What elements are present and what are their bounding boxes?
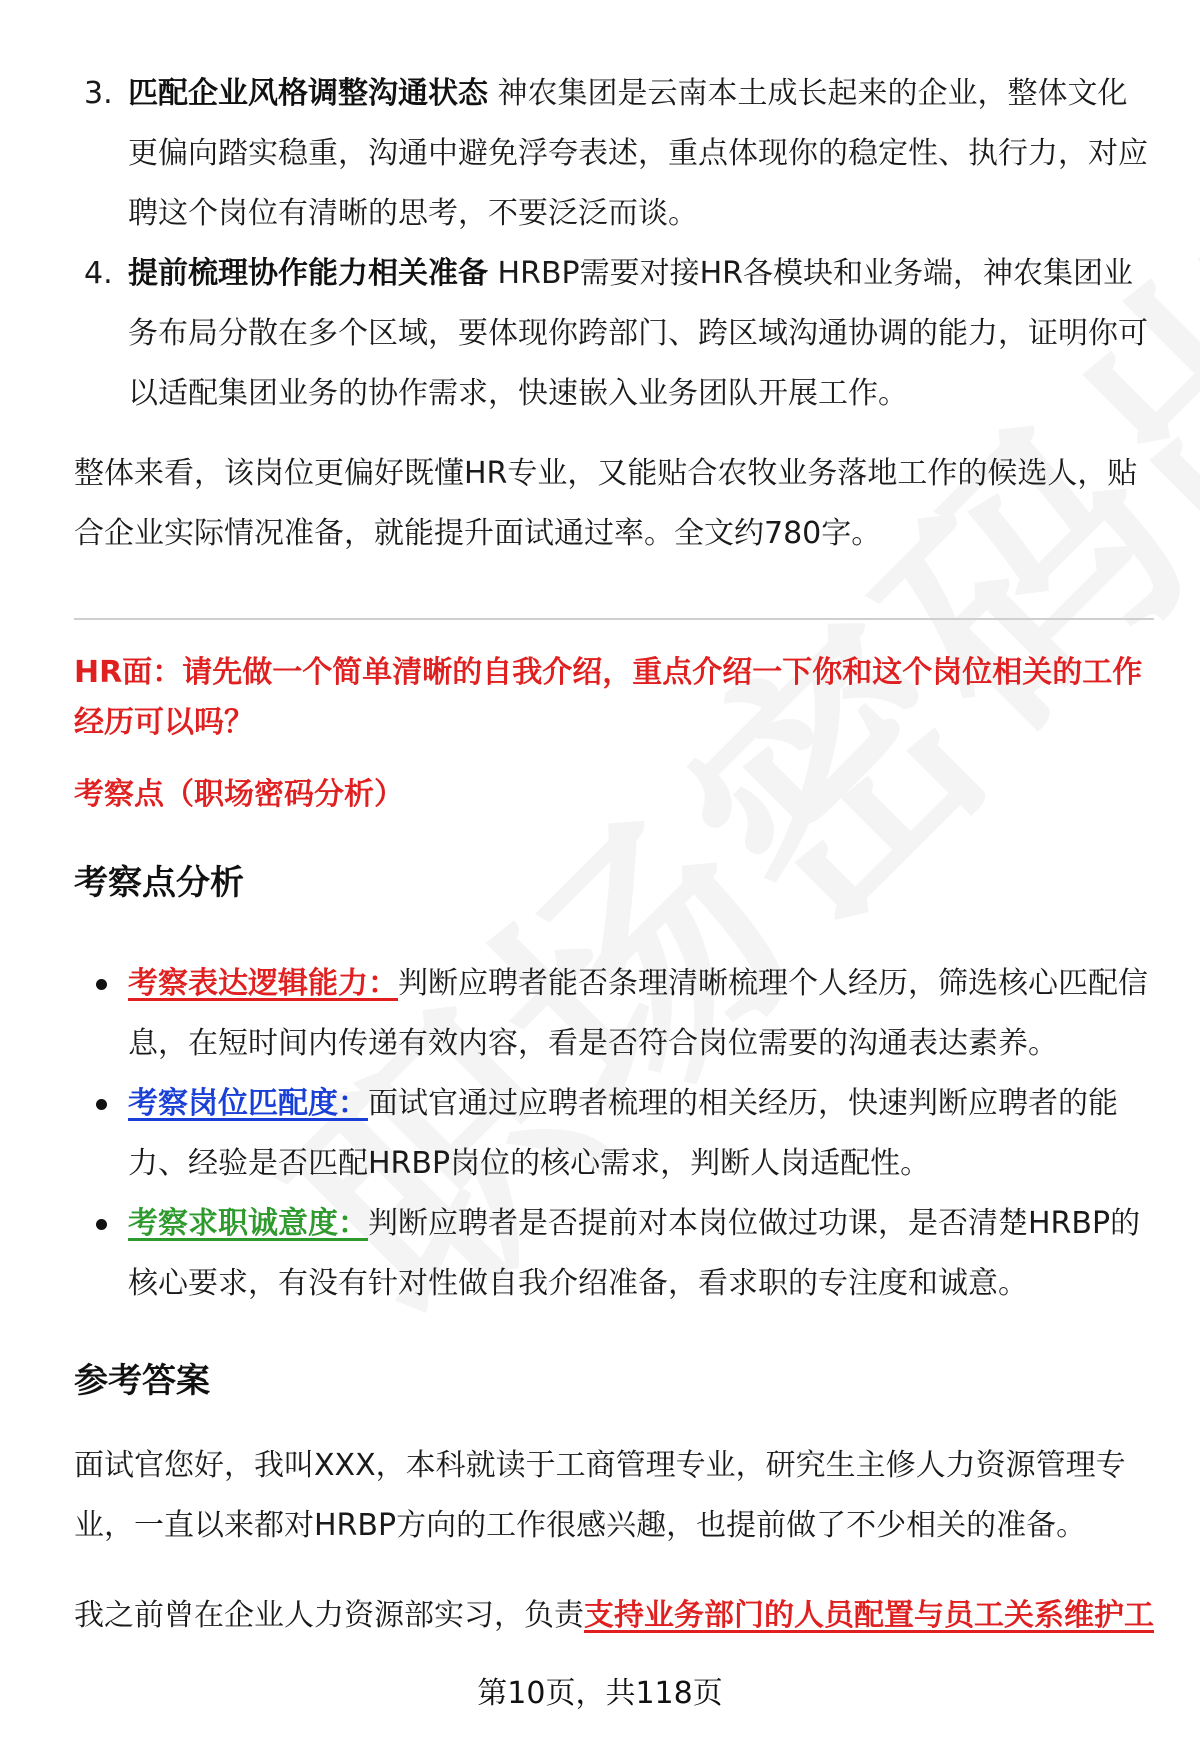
- bullet-text: 面试官通过应聘者梳理的相关经历，快速判断应聘者的能力、经验是否匹配HRBP岗位的核心需求，判断人岗适配性。: [128, 1086, 1118, 1181]
- answer-text: 我之前曾在企业人力资源部实习，负责: [74, 1598, 584, 1633]
- answer-paragraph: 面试官您好，我叫XXX，本科就读于工商管理专业，研究生主修人力资源管理专业，一直以来都对HRBP方向的工作很感兴趣，也提前做了不少相关的准备。: [74, 1448, 1126, 1543]
- list-item-text: HRBP需要对接HR各模块和业务端，神农集团业务布局分散在多个区域，要体现你跨部门、跨区域沟通协调的能力，证明你可以适配集团业务的协作需求，快速嵌入业务团队开展工作。: [128, 256, 1148, 411]
- answer-heading: 参考答案: [74, 1361, 210, 1401]
- bullet-text: 判断应聘者能否条理清晰梳理个人经历，筛选核心匹配信息，在短时间内传递有效内容，看是否符合岗位需要的沟通表达素养。: [128, 966, 1148, 1061]
- bullet-item: [74, 1074, 1154, 1194]
- answer-highlight: 支持业务部门的人员配置与员工关系维护工: [584, 1598, 1154, 1633]
- bullet-item: [74, 954, 1154, 1074]
- list-item: [74, 64, 1154, 244]
- analysis-list: [74, 954, 1154, 1314]
- list-item-text: 神农集团是云南本土成长起来的企业，整体文化更偏向踏实稳重，沟通中避免浮夸表述，重点体现你的稳定性、执行力，对应聘这个岗位有清晰的思考，不要泛泛而谈。: [128, 76, 1148, 231]
- bullet-item: [74, 1194, 1154, 1314]
- subheading-red: 考察点（职场密码分析）: [74, 777, 404, 812]
- list-item-title: 提前梳理协作能力相关准备: [128, 256, 488, 291]
- bullet-keyword: 考察求职诚意度：: [128, 1206, 368, 1241]
- bullet-dot: [96, 979, 107, 990]
- interview-question: HR面：请先做一个简单清晰的自我介绍，重点介绍一下你和这个岗位相关的工作经历可以吗？: [74, 655, 1143, 740]
- list-item-title: 匹配企业风格调整沟通状态: [128, 76, 488, 111]
- section-divider: [74, 618, 1154, 620]
- document-body: [74, 64, 1154, 1646]
- bullet-text: 判断应聘者是否提前对本岗位做过功课，是否清楚HRBP的核心要求，有没有针对性做自我介绍准备，看求职的专注度和诚意。: [128, 1206, 1141, 1301]
- list-item: [74, 244, 1154, 424]
- analysis-heading: 考察点分析: [74, 863, 244, 903]
- list-number: 4.: [84, 256, 113, 291]
- bullet-dot: [96, 1219, 107, 1230]
- list-number: 3.: [84, 76, 113, 111]
- bullet-dot: [96, 1099, 107, 1110]
- answer-paragraph: [74, 1586, 1154, 1646]
- bullet-keyword: 考察岗位匹配度：: [128, 1086, 368, 1121]
- summary-paragraph: 整体来看，该岗位更偏好既懂HR专业，又能贴合农牧业务落地工作的候选人，贴合企业实际情况准备，就能提升面试通过率。全文约780字。: [74, 456, 1138, 551]
- bullet-keyword: 考察表达逻辑能力：: [128, 966, 398, 1001]
- page-number: 第10页，共118页: [477, 1676, 723, 1711]
